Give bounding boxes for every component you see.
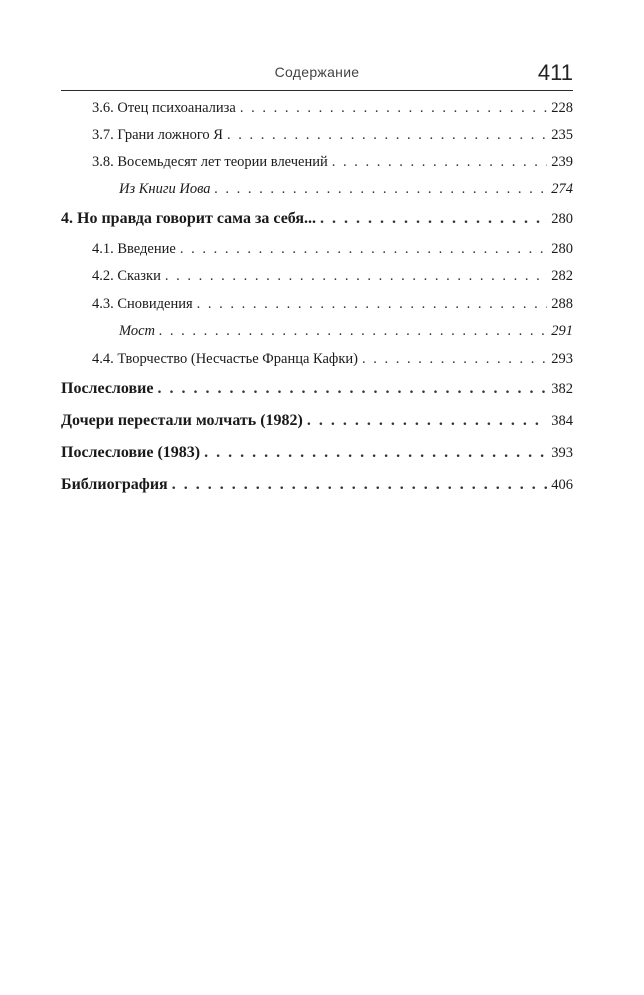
toc-leader-dots xyxy=(240,100,547,117)
toc-entry-label: Послесловие xyxy=(61,380,154,397)
toc-entry-label: Дочери перестали молчать (1982) xyxy=(61,412,303,429)
toc-entry-page: 288 xyxy=(551,296,573,312)
toc-entry-label: Послесловие (1983) xyxy=(61,444,201,461)
toc-leader-dots xyxy=(204,444,547,462)
running-header xyxy=(61,56,573,91)
toc-leader-dots xyxy=(180,241,547,258)
toc-entry-label: 4.4. Творчество (Несчастье Франца Кафки) xyxy=(92,351,358,367)
toc-entry-page: 280 xyxy=(551,211,573,227)
toc-entry-label: 3.7. Грани ложного Я xyxy=(92,127,223,143)
toc-entry-page: 291 xyxy=(551,323,573,339)
toc-entry-page: 382 xyxy=(551,381,573,397)
toc-entry-label: 4.2. Сказки xyxy=(92,268,161,284)
toc-entry-label: 4.1. Введение xyxy=(92,241,176,257)
toc-entry-page: 235 xyxy=(551,127,573,143)
toc-entry xyxy=(92,100,573,117)
toc-leader-dots xyxy=(165,268,547,285)
toc-entry-label: 3.8. Восемьдесят лет теории влечений xyxy=(92,154,328,170)
toc-leader-dots xyxy=(362,351,547,368)
toc-entry xyxy=(92,296,573,313)
toc-entry xyxy=(92,154,573,171)
toc-entry-page: 280 xyxy=(551,241,573,257)
toc-entry-page: 239 xyxy=(551,154,573,170)
toc-entry-label: 4.3. Сновидения xyxy=(92,296,193,312)
toc-entry-page: 393 xyxy=(551,445,573,461)
toc-chapter-entry xyxy=(61,412,573,430)
toc-entry-page: 293 xyxy=(551,351,573,367)
toc-leader-dots xyxy=(172,476,548,494)
toc-entry-page: 282 xyxy=(551,268,573,284)
toc-leader-dots xyxy=(227,127,547,144)
toc-leader-dots xyxy=(307,412,547,430)
toc-chapter-entry xyxy=(61,476,573,494)
toc-entry-page: 406 xyxy=(551,477,573,493)
toc-entry-label: 3.6. Отец психоанализа xyxy=(92,100,236,116)
toc-chapter-entry xyxy=(61,380,573,398)
running-header-title: Содержание xyxy=(274,64,360,80)
toc-leader-dots xyxy=(332,154,547,171)
toc-leader-dots xyxy=(159,323,547,340)
toc-entry-label: Из Книги Иова xyxy=(119,181,211,197)
toc-leader-dots xyxy=(320,210,547,228)
toc-entry xyxy=(92,351,573,368)
toc-entry-page: 384 xyxy=(551,413,573,429)
toc-leader-dots xyxy=(157,380,547,398)
toc-entry xyxy=(119,323,573,340)
toc-entry xyxy=(92,127,573,144)
toc-leader-dots xyxy=(197,296,548,313)
toc-chapter-entry xyxy=(61,210,573,228)
toc-entry-label: 4. Но правда говорит сама за себя... xyxy=(61,210,317,227)
toc-entry xyxy=(92,268,573,285)
toc-entry-label: Библиография xyxy=(61,476,168,493)
toc-chapter-entry xyxy=(61,444,573,462)
toc-entry xyxy=(119,181,573,198)
toc-leader-dots xyxy=(215,181,548,198)
toc-entry-page: 228 xyxy=(551,100,573,116)
toc-entry-page: 274 xyxy=(551,181,573,197)
page-number: 411 xyxy=(537,60,573,85)
toc-entry-label: Мост xyxy=(119,323,156,339)
toc-entry xyxy=(92,241,573,258)
